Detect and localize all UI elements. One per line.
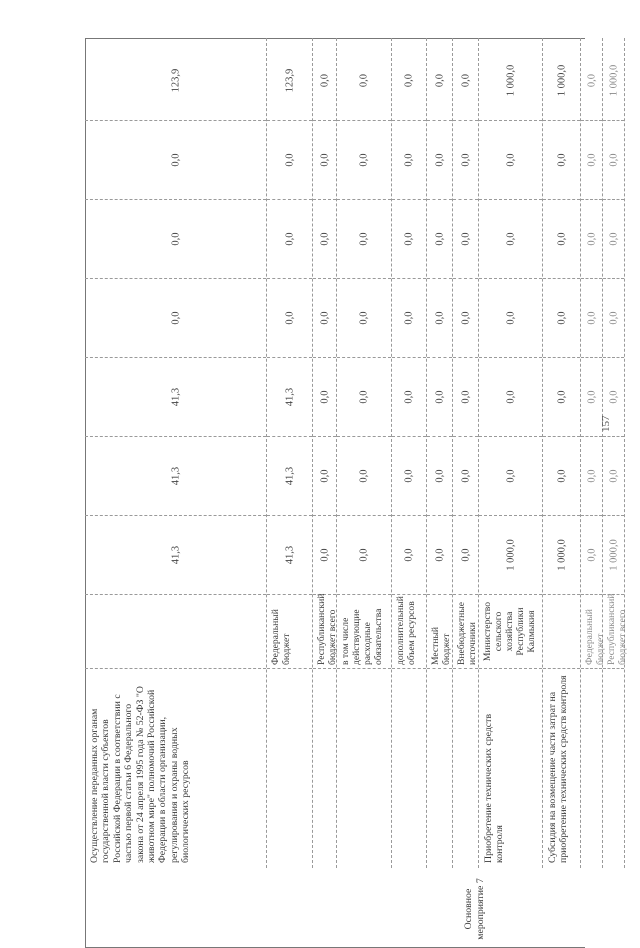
value-text: 0,0 — [319, 390, 330, 404]
value-text: 0,0 — [358, 232, 370, 246]
value-cell — [603, 120, 624, 199]
value-text: 0,0 — [505, 153, 516, 167]
description-cell — [392, 668, 426, 868]
value-cell — [427, 199, 452, 278]
value-text: 0,0 — [434, 390, 445, 404]
value-cell — [543, 278, 580, 357]
value-text: 0,0 — [586, 232, 597, 246]
description-cell — [267, 668, 312, 868]
value-text: 1 000,0 — [556, 539, 567, 571]
value-text: 41,3 — [170, 545, 181, 565]
source-text: Внебюджетные источники — [456, 601, 478, 665]
source-text: в том числе действующие расходные обязательства — [340, 608, 384, 665]
value-text: 0,0 — [434, 548, 445, 562]
value-cell — [543, 515, 580, 594]
value-cell — [479, 357, 542, 436]
table-row — [453, 38, 479, 868]
value-text: 0,0 — [586, 153, 597, 167]
value-text: 1 000,0 — [608, 539, 619, 571]
value-text: 0,0 — [460, 73, 471, 88]
value-text: 0,0 — [505, 390, 516, 404]
value-cell — [453, 120, 478, 199]
value-cell — [427, 436, 452, 515]
value-cell — [313, 357, 336, 436]
value-text: 0,0 — [586, 548, 597, 562]
source-cell — [543, 594, 580, 668]
value-cell — [337, 120, 391, 199]
value-text: 0,0 — [358, 548, 370, 562]
value-cell — [453, 357, 478, 436]
value-text: 0,0 — [170, 232, 181, 246]
value-text: 0,0 — [358, 153, 370, 167]
value-cell — [392, 515, 426, 594]
value-text: 0,0 — [586, 73, 597, 88]
value-cell — [479, 120, 542, 199]
value-text: 0,0 — [608, 311, 619, 325]
value-cell — [85, 41, 266, 120]
table-row — [267, 38, 313, 868]
description-cell — [543, 668, 580, 868]
value-cell — [85, 436, 266, 515]
value-text: 0,0 — [505, 311, 516, 325]
value-cell — [337, 436, 391, 515]
table-row — [543, 38, 581, 868]
source-cell — [313, 594, 336, 668]
value-cell — [392, 357, 426, 436]
value-cell — [392, 199, 426, 278]
value-cell — [453, 436, 478, 515]
description-cell — [85, 668, 266, 868]
value-text: 0,0 — [319, 232, 330, 246]
value-cell — [313, 515, 336, 594]
value-cell — [337, 278, 391, 357]
value-text: 0,0 — [434, 232, 445, 246]
value-text: 0,0 — [460, 232, 471, 246]
description-cell — [603, 668, 624, 868]
description-cell — [453, 668, 478, 868]
description-text: Приобретение технических средств контроля — [483, 713, 506, 863]
value-text: 0,0 — [460, 548, 471, 562]
value-text: 0,0 — [556, 311, 567, 325]
value-text: 0,0 — [284, 311, 295, 325]
value-cell — [392, 278, 426, 357]
table-row — [427, 38, 453, 868]
value-text: 0,0 — [586, 390, 597, 404]
value-cell — [392, 41, 426, 120]
value-text: 0,0 — [403, 390, 415, 404]
table-row — [479, 38, 543, 868]
value-cell — [603, 278, 624, 357]
value-text: 0,0 — [556, 469, 567, 483]
value-cell — [603, 436, 624, 515]
value-text: 0,0 — [586, 469, 597, 483]
value-text: 0,0 — [460, 153, 471, 167]
value-cell — [543, 120, 580, 199]
value-cell — [427, 41, 452, 120]
source-text: Республиканский бюджет всего — [606, 593, 628, 665]
source-cell — [392, 594, 426, 668]
description-text: Субсидия на возмещение части затрат на приобретение технических средств контроля — [547, 675, 570, 863]
value-cell — [337, 357, 391, 436]
value-cell — [581, 515, 602, 594]
source-text: Местный бюджет — [430, 626, 452, 665]
value-cell — [427, 357, 452, 436]
value-cell — [581, 278, 602, 357]
value-text: 0,0 — [403, 232, 415, 246]
value-cell — [453, 278, 478, 357]
value-cell — [267, 199, 312, 278]
value-text: 0,0 — [319, 548, 330, 562]
value-cell — [427, 278, 452, 357]
value-text: 0,0 — [608, 390, 619, 404]
value-cell — [453, 199, 478, 278]
value-text: 0,0 — [556, 390, 567, 404]
value-cell — [453, 41, 478, 120]
value-text: 41,3 — [170, 466, 181, 486]
value-text: 0,0 — [556, 153, 567, 167]
value-text: 0,0 — [403, 153, 415, 167]
value-cell — [603, 41, 624, 120]
table-row — [337, 38, 392, 868]
value-text: 0,0 — [170, 311, 181, 325]
value-cell — [85, 357, 266, 436]
page-number: 157 — [600, 415, 612, 432]
table-row — [313, 38, 337, 868]
value-cell — [267, 278, 312, 357]
value-cell — [543, 199, 580, 278]
description-text: Осуществление переданных органам государственной власти субъектов Российской Федерации в соответствии с частью первой статьи 6 Федерального закона от 24 апреля 1995 года № 52-ФЗ "О животном мире" полномочий Российской Федерации в области организации, регулирования и охраны водных биологических ресурсов — [89, 686, 192, 863]
value-text: 1 000,0 — [608, 64, 619, 97]
value-cell — [85, 120, 266, 199]
value-cell — [479, 278, 542, 357]
value-text: 0,0 — [403, 548, 415, 562]
value-text: 41,3 — [284, 466, 295, 486]
value-cell — [313, 120, 336, 199]
value-text: 1 000,0 — [556, 64, 567, 97]
value-cell — [313, 41, 336, 120]
value-cell — [479, 515, 542, 594]
value-cell — [427, 515, 452, 594]
value-text: 123,9 — [284, 68, 295, 93]
description-cell — [427, 668, 452, 868]
value-text: 0,0 — [403, 311, 415, 325]
value-text: 123,9 — [170, 68, 181, 93]
value-text: 0,0 — [608, 232, 619, 246]
source-cell — [453, 594, 478, 668]
source-text: Федеральный бюджет — [584, 609, 606, 665]
source-cell — [603, 593, 628, 668]
value-cell — [453, 515, 478, 594]
value-text: 0,0 — [403, 469, 415, 483]
value-cell — [543, 41, 580, 120]
value-cell — [313, 436, 336, 515]
value-text: 0,0 — [358, 390, 370, 404]
value-text: 0,0 — [319, 469, 330, 483]
value-cell — [392, 120, 426, 199]
value-text: 0,0 — [460, 469, 471, 483]
value-cell — [603, 515, 624, 594]
value-cell — [581, 436, 602, 515]
value-cell — [479, 436, 542, 515]
value-cell — [337, 515, 391, 594]
value-cell — [313, 199, 336, 278]
value-cell — [267, 41, 312, 120]
value-text: 41,3 — [284, 387, 295, 407]
value-cell — [427, 120, 452, 199]
value-cell — [581, 41, 602, 120]
source-text: Министерство сельского хозяйства Республики Калмыкия — [482, 601, 537, 662]
value-text: 1 000,0 — [505, 64, 516, 97]
value-cell — [337, 41, 391, 120]
value-text: 0,0 — [403, 73, 415, 88]
value-text: 41,3 — [284, 545, 295, 565]
source-cell — [581, 594, 606, 668]
value-text: 0,0 — [556, 232, 567, 246]
description-cell — [479, 668, 542, 868]
value-text: 0,0 — [358, 469, 370, 483]
description-cell — [313, 668, 336, 868]
value-text: 0,0 — [170, 153, 181, 167]
source-cell — [267, 594, 312, 668]
source-cell — [85, 594, 266, 668]
value-text: 0,0 — [434, 469, 445, 483]
value-text: 0,0 — [319, 311, 330, 325]
value-cell — [267, 436, 312, 515]
value-text: 0,0 — [358, 73, 370, 88]
value-cell — [267, 120, 312, 199]
value-cell — [479, 41, 542, 120]
value-cell — [85, 515, 266, 594]
table-row — [603, 38, 628, 868]
value-cell — [267, 515, 312, 594]
value-cell — [581, 120, 602, 199]
value-cell — [603, 199, 624, 278]
source-text: дополнительный объем ресурсов — [395, 596, 417, 665]
source-text: Федеральный бюджет — [270, 609, 292, 665]
description-cell — [581, 668, 602, 868]
value-text: 0,0 — [460, 311, 471, 325]
value-text: 0,0 — [284, 153, 295, 167]
value-cell — [581, 357, 602, 436]
value-text: 0,0 — [434, 311, 445, 325]
table-row — [85, 38, 267, 868]
value-text: 0,0 — [608, 153, 619, 167]
value-text: 0,0 — [505, 232, 516, 246]
value-text: 0,0 — [319, 73, 330, 88]
value-text: 0,0 — [434, 153, 445, 167]
value-cell — [392, 436, 426, 515]
value-text: 0,0 — [319, 153, 330, 167]
source-cell — [427, 594, 452, 668]
source-cell — [479, 594, 542, 668]
value-text: 0,0 — [586, 311, 597, 325]
value-text: 0,0 — [284, 232, 295, 246]
value-cell — [337, 199, 391, 278]
value-cell — [267, 357, 312, 436]
activity-label: Основное мероприятие 7 — [463, 878, 486, 940]
value-text: 0,0 — [460, 390, 471, 404]
value-cell — [581, 199, 602, 278]
value-text: 0,0 — [434, 73, 445, 88]
source-cell — [337, 594, 391, 668]
value-cell — [543, 357, 580, 436]
table-row — [392, 38, 427, 868]
value-text: 0,0 — [608, 469, 619, 483]
value-cell — [543, 436, 580, 515]
value-text: 0,0 — [358, 311, 370, 325]
source-text: Республиканский бюджет всего — [316, 593, 338, 665]
value-cell — [85, 199, 266, 278]
value-text: 0,0 — [505, 469, 516, 483]
description-cell — [337, 668, 391, 868]
value-cell — [479, 199, 542, 278]
value-text: 41,3 — [170, 387, 181, 407]
value-cell — [313, 278, 336, 357]
value-cell — [85, 278, 266, 357]
value-text: 1 000,0 — [505, 539, 516, 571]
